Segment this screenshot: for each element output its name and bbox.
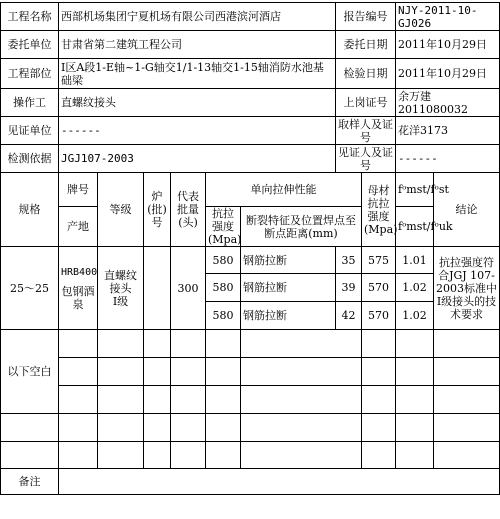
operator-label: 操作工 (1, 89, 59, 117)
test-date-label: 检验日期 (336, 59, 396, 89)
blank-row (1, 442, 500, 469)
col-ratio-2: fᵒmst/fᵒuk (396, 207, 434, 247)
entrust-date-label: 委托日期 (336, 31, 396, 59)
row1-fracture: 钢筋拉断 (241, 247, 336, 274)
remarks-label: 备注 (1, 469, 59, 495)
row3-ratio: 1.02 (396, 302, 434, 330)
col-ratio-1: fᵒmst/fᵒst (396, 173, 434, 207)
header-row-project (1, 3, 500, 31)
test-date-value: 2011年10月29日 (396, 59, 500, 89)
group-brand: HRB400 (61, 266, 98, 278)
row1-base: 575 (362, 247, 396, 274)
group-furnace (144, 247, 171, 330)
remarks-row (1, 469, 500, 495)
group-grade-line1: 直螺纹 (104, 268, 137, 282)
project-value: 西部机场集团宁夏机场有限公司西港滨河酒店 (59, 3, 336, 31)
blank-row (1, 330, 500, 358)
column-header-row-2 (1, 207, 500, 247)
group-brand-origin (59, 247, 98, 330)
report-no-label: 报告编号 (336, 3, 396, 31)
col-brand: 牌号 (59, 173, 98, 207)
row1-strength: 580 (206, 247, 241, 274)
col-strength: 抗拉强度(Mpa) (206, 207, 241, 247)
part-value: Ⅰ区A段1-E轴~1-G轴交1/1-13轴交1-15轴消防水池基础梁 (59, 59, 336, 89)
col-tensile-group: 单向拉伸性能 (206, 173, 362, 207)
entrust-date-value: 2011年10月29日 (396, 31, 500, 59)
witness-unit-value: ------ (59, 117, 336, 145)
row3-distance: 42 (336, 302, 362, 330)
row3-fracture: 钢筋拉断 (241, 302, 336, 330)
col-grade: 等级 (98, 173, 144, 247)
sampler-label: 取样人及证号 (336, 117, 396, 145)
witness-person-label: 见证人及证号 (336, 145, 396, 173)
header-row-witness-unit (1, 117, 500, 145)
row1-ratio: 1.01 (396, 247, 434, 274)
client-value: 甘肃省第二建筑工程公司 (59, 31, 336, 59)
row3-strength: 580 (206, 302, 241, 330)
row2-strength: 580 (206, 274, 241, 302)
group-origin: 包钢酒泉 (61, 284, 95, 311)
witness-unit-label: 见证单位 (1, 117, 59, 145)
row1-distance: 35 (336, 247, 362, 274)
group-batch: 300 (171, 247, 206, 330)
header-row-operator (1, 89, 500, 117)
header-row-basis (1, 145, 500, 173)
data-row (1, 247, 500, 274)
group-conclusion: 抗拉强度符合JGJ 107-2003标准中Ⅰ级接头的技术要求 (434, 247, 500, 330)
group-grade-line2: 接头 (109, 281, 132, 295)
col-fracture: 断裂特征及位置焊点至断点距离(mm) (241, 207, 362, 247)
col-batch: 代表批量(头) (171, 173, 206, 247)
col-origin: 产地 (59, 207, 98, 247)
group-grade (98, 247, 144, 330)
row2-ratio: 1.02 (396, 274, 434, 302)
header-row-client (1, 31, 500, 59)
client-label: 委托单位 (1, 31, 59, 59)
col-base-strength: 母材抗拉强度(Mpa) (362, 173, 396, 247)
blank-row (1, 386, 500, 414)
blank-note: 以下空白 (1, 330, 59, 414)
cert-value: 余万建 2011080032 (396, 89, 500, 117)
header-row-part (1, 59, 500, 89)
col-furnace: 炉(批)号 (144, 173, 171, 247)
witness-person-value: ------ (396, 145, 500, 173)
group-spec: 25～25 (1, 247, 59, 330)
row2-distance: 39 (336, 274, 362, 302)
row2-base: 570 (362, 274, 396, 302)
sampler-value: 花洋3173 (396, 117, 500, 145)
group-grade-line3: Ⅰ级 (112, 294, 129, 308)
row2-fracture: 钢筋拉断 (241, 274, 336, 302)
col-spec: 规格 (1, 173, 59, 247)
row3-base: 570 (362, 302, 396, 330)
basis-value: JGJ107-2003 (59, 145, 336, 173)
cert-label: 上岗证号 (336, 89, 396, 117)
test-report-table (0, 2, 500, 495)
col-conclusion: 结论 (434, 173, 500, 247)
blank-row (1, 414, 500, 442)
basis-label: 检测依据 (1, 145, 59, 173)
part-label: 工程部位 (1, 59, 59, 89)
remarks-value (59, 469, 500, 495)
blank-row (1, 358, 500, 386)
project-label: 工程名称 (1, 3, 59, 31)
column-header-row-1 (1, 173, 500, 207)
operator-value: 直螺纹接头 (59, 89, 336, 117)
report-no-value: NJY-2011-10-GJ026 (396, 3, 500, 31)
